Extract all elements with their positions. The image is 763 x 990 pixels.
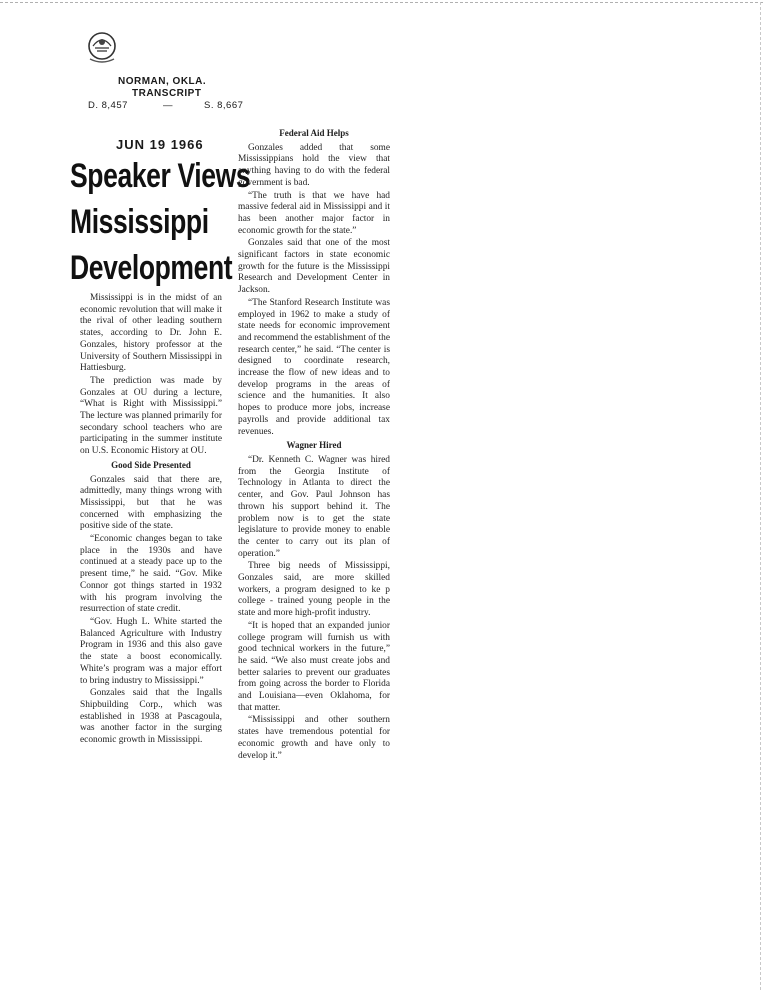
article-paragraph: Mississippi is in the midst of an economic revolution that will make it the rival of other leading southern states, according to Dr. John E. Gonzales, history professor at the University of Southern Mississippi in Hattiesburg. [80,293,222,374]
headline-line: Development [70,249,233,287]
masthead-city: NORMAN, OKLA. [118,76,207,87]
article-column-left [80,293,222,748]
article-paragraph: “Economic changes began to take place in the 1930s and have continued at a steady pace up to the present time,” he said. “Gov. Mike Connor got things started in 1932 with his program involving the resurrection of state credit. [80,534,222,615]
masthead-paper-name: TRANSCRIPT [132,88,202,99]
article-subheading: Wagner Hired [286,440,342,451]
article-paragraph: “The truth is that we have had massive federal aid in Mississippi and it has been another major factor in economic growth for the state.” [238,190,390,236]
clipping-right-border [760,2,761,990]
article-subheading: Good Side Presented [111,459,191,470]
headline-line: Mississippi [70,203,209,241]
article-paragraph: Gonzales added that some Mississippians hold the view that anything having to do with the federal government is bad. [238,142,390,188]
clipping-service-seal-icon [84,30,120,66]
article-subheading: Federal Aid Helps [279,128,349,138]
sunday-circulation: S. 8,667 [204,100,244,111]
article-column-right [238,126,390,763]
article-headline [70,153,251,291]
article-paragraph: “Mississippi and other southern states have tremendous potential for economic growth and have only to develop it.” [238,715,390,761]
article-paragraph: “It is hoped that an expanded junior college program will furnish us with good technical workers in the future,” he said. “We also must create jobs and better salaries to prevent our graduates from going across the border to Florida and Louisiana—even Oklahoma, for that matter. [238,620,390,713]
article-paragraph: Gonzales said that there are, admittedly, many things wrong with Mississippi, but that he was concerned with emphasizing the positive side of the state. [80,474,222,532]
date-stamp: JUN 19 1966 [116,137,204,152]
article-paragraph: Gonzales said that the Ingalls Shipbuilding Corp., which was established in 1938 at Pascagoula, was another factor in the surging economic growth in Mississippi. [80,688,222,746]
headline-line: Speaker Views [70,157,251,195]
circulation-separator: — [163,100,173,111]
article-paragraph: Gonzales said that one of the most significant factors in state economic growth for the future is the Mississippi Research and Development Center in Jackson. [238,238,390,296]
article-paragraph: The prediction was made by Gonzales at OU during a lecture, “What is Right with Mississippi.” The lecture was planned primarily for secondary school teachers who are participating in the summer institute on U.S. Economic History at OU. [80,375,222,457]
article-paragraph: “The Stanford Research Institute was employed in 1962 to make a study of state needs for economic improvement and recommend the establishment of the research center,” he said. “The center is designed to coordinate research, increase the flow of new ideas and to develop programs in the areas of science and the humanities. It also hopes to produce more jobs, increase payrolls and provide additional tax revenues. [238,297,390,437]
clipping-top-border [0,2,763,3]
article-paragraph: “Gov. Hugh L. White started the Balanced Agriculture with Industry Program in 1936 and this also gave the state a boost economically. White’s program was a major effort to bring industry to Mississippi.” [80,616,222,686]
article-paragraph: “Dr. Kenneth C. Wagner was hired from the Georgia Institute of Technology in Atlanta to direct the center, and Gov. Paul Johnson has thrown his support behind it. The problem now is to get the state legislature to provide money to enable the center to carry out its plan of operation.” [238,454,390,559]
daily-circulation: D. 8,457 [88,100,128,111]
article-paragraph: Three big needs of Mississippi, Gonzales said, are more skilled workers, a program designed to ke p college - trained young people in the state and more high-profit industry. [238,561,390,619]
